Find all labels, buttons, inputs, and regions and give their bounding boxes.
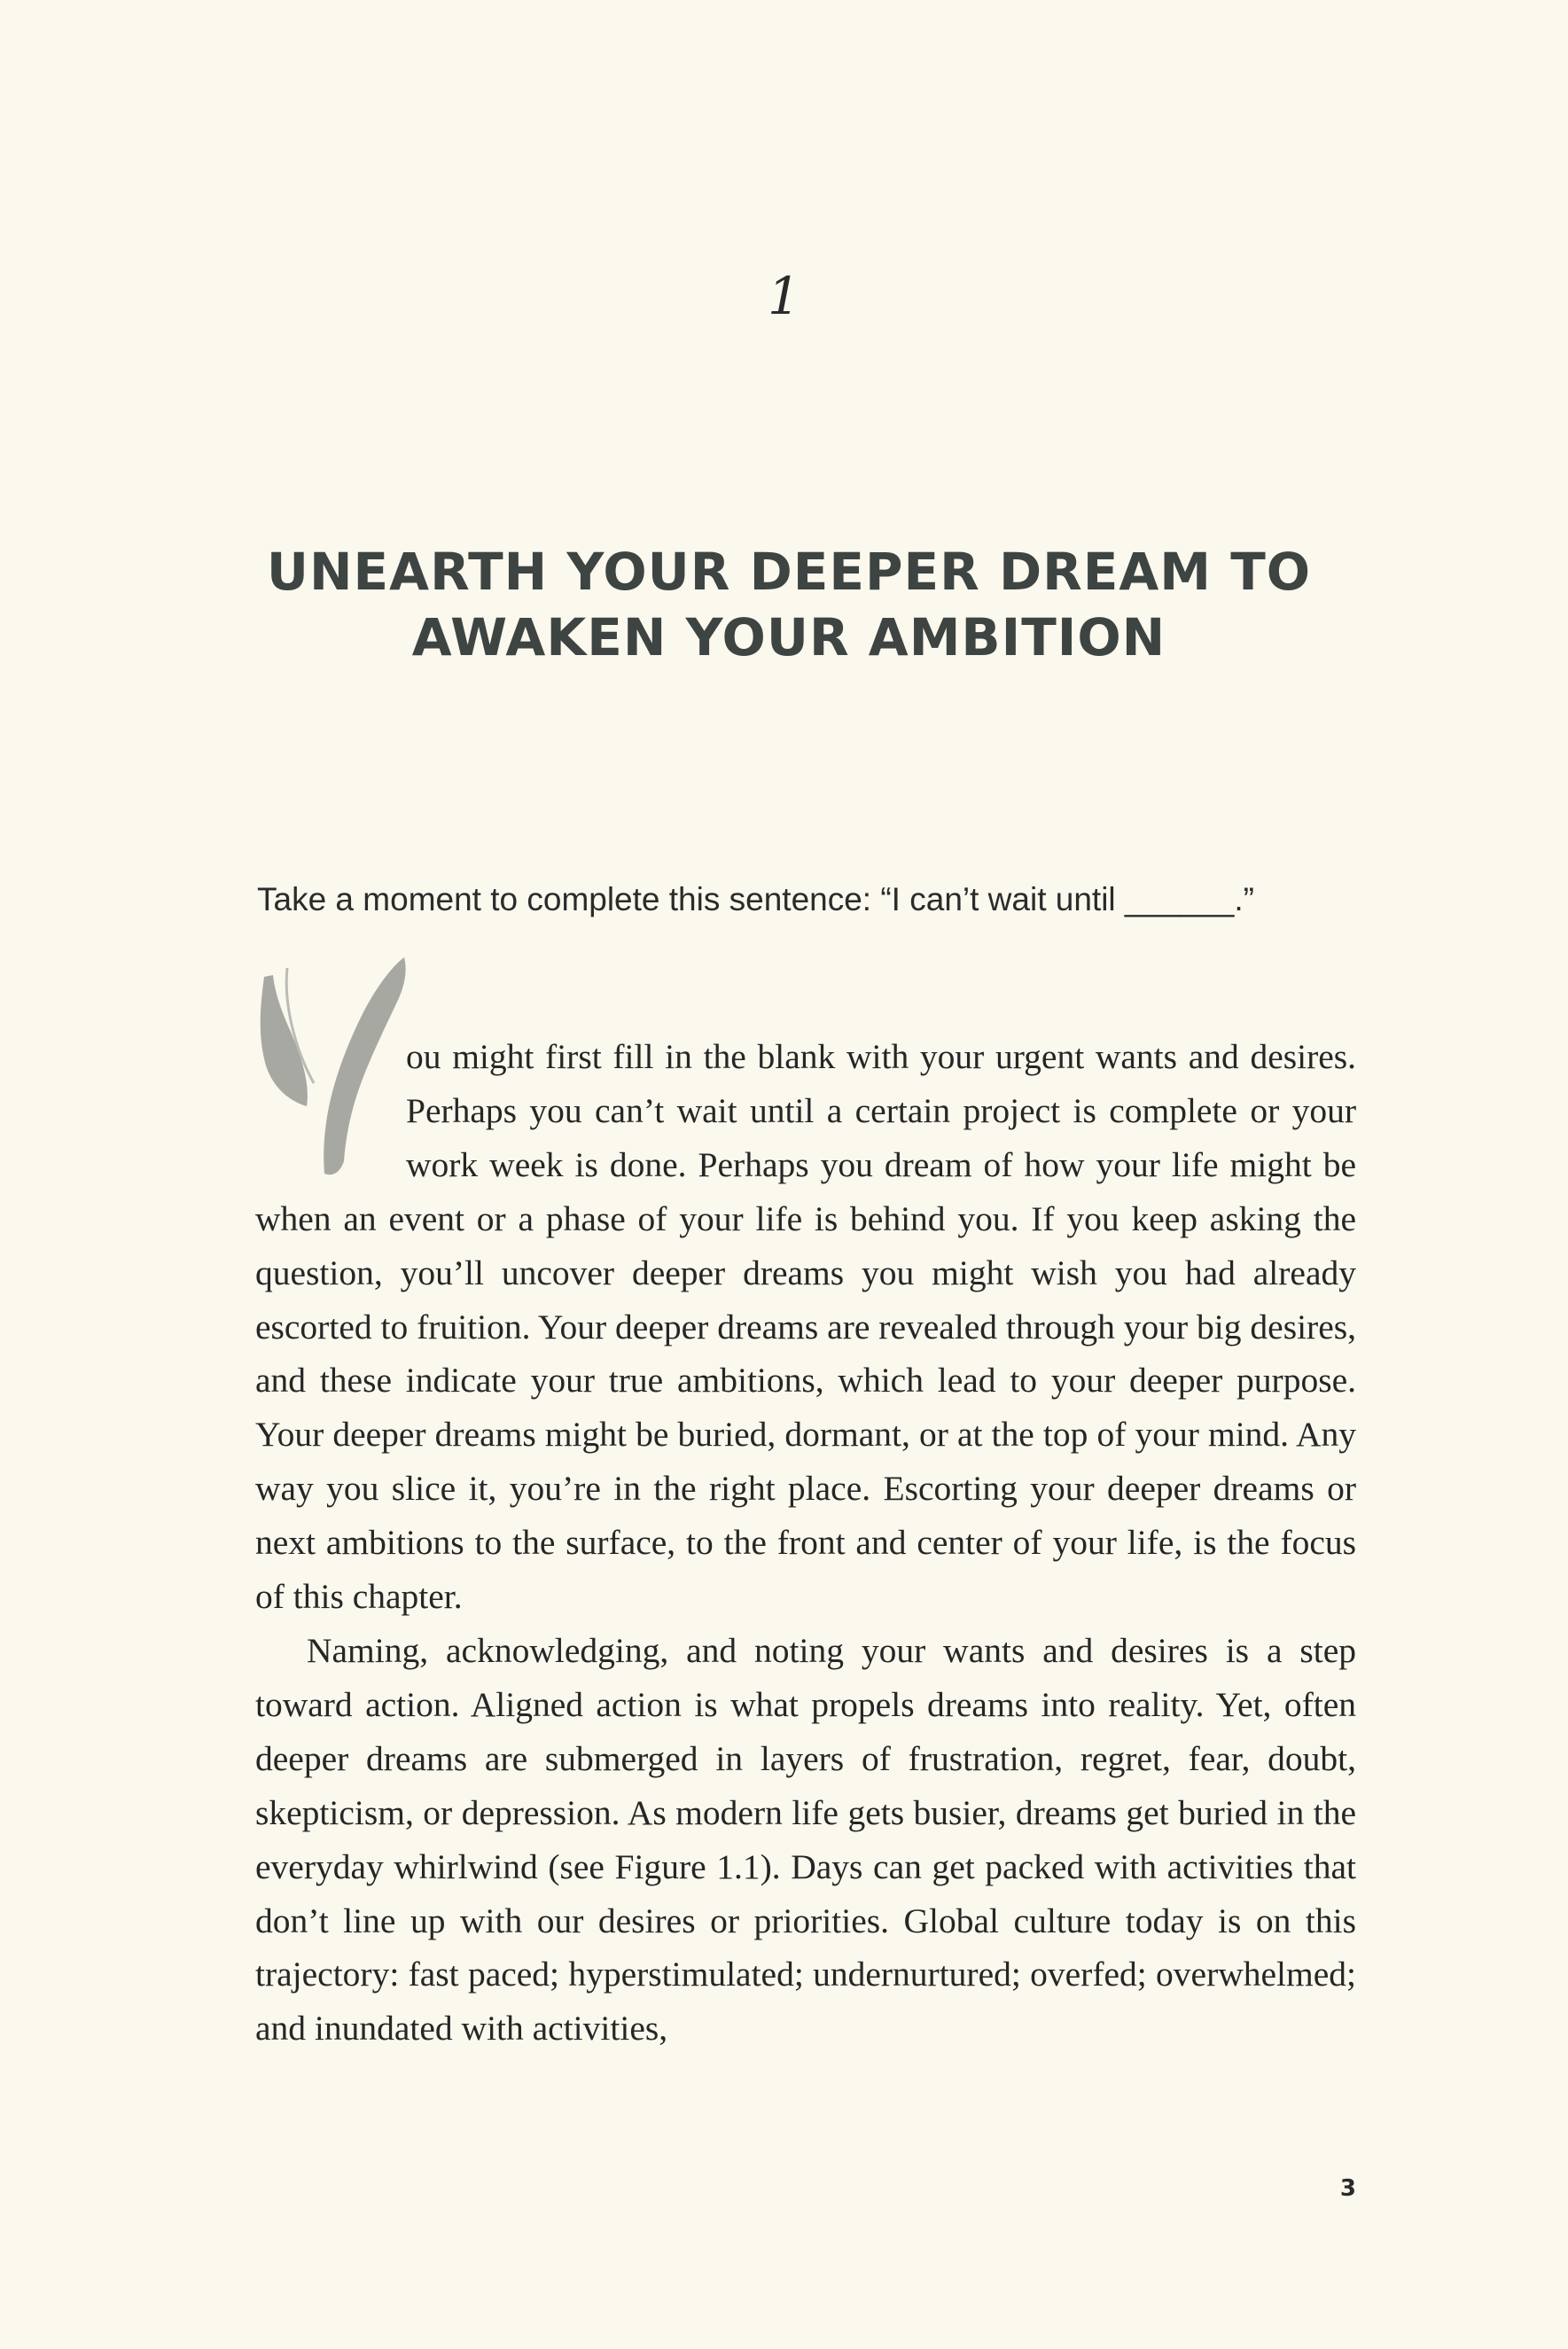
paragraph-2: Naming, acknowledging, and noting your wants and desires is a step toward action. Aligned action is what propels dreams into reality. Yet, often deeper dreams are submerged in layers of frustration, regret, fear, doubt, skepticism, or depression. As modern life gets busier, dreams get buried in the everyday whirlwind (see Figure 1.1). Days can get packed with activities that don’t line up with our desires or priorities. Global culture today is on this trajectory: fast paced; hyperstimulated; undernurtured; overfed; overwhelmed; and inundated with activities, (255, 1630, 1356, 2049)
chapter-title (177, 539, 1400, 670)
chapter-body (255, 1030, 1356, 2056)
chapter-title-line-2: AWAKEN YOUR AMBITION (411, 607, 1166, 667)
page-number: 3 (1339, 2175, 1356, 2202)
chapter-title-line-1: UNEARTH YOUR DEEPER DREAM TO (266, 542, 1312, 602)
chapter-prompt: Take a moment to complete this sentence: “I can’t wait until ______.” (257, 881, 1254, 917)
paragraph-1: ou might first fill in the blank with your urgent wants and desires. Perhaps you can’t wait until a certain project is complete or your work week is done. Perhaps you dream of how your life might be when an event or a phase of your life is behind you. If you keep asking the question, you’ll uncover deeper dreams you might wish you had already escorted to fruition. Your deeper dreams are revealed through your big desires, and these indicate your true ambitions, which lead to your deeper purpose. Your deeper dreams might be buried, dormant, or at the top of your mind. Any way you slice it, you’re in the right place. Escorting your deeper dreams or next ambitions to the surface, to the front and center of your life, is the focus of this chapter. (255, 1037, 1356, 1617)
chapter-number: 1 (768, 266, 800, 326)
